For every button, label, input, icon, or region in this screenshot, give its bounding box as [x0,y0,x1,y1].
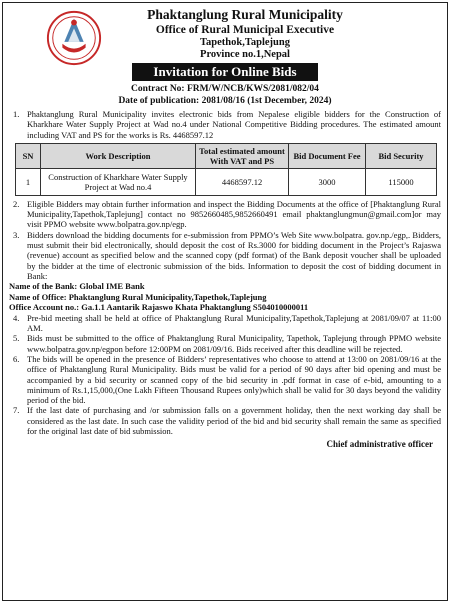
contract-number: Contract No: FRM/W/NCB/KWS/2081/082/04 [131,84,319,94]
col-work-description: Work Description [41,143,196,168]
paragraph-number: 3. [13,229,20,240]
paragraph-number: 2. [13,198,20,209]
bid-table [15,143,437,196]
col-document-fee: Bid Document Fee [289,143,366,168]
office-address: Tapethok,Taplejung [200,37,290,48]
letterhead [49,7,441,61]
paragraph-text: Pre-bid meeting shall be held at office of Phaktanglung Rural Municipality,Tapethok,Taplejung at 2081/09/07 at 11:00 AM. [27,312,441,334]
paragraph-text: Phaktanglung Rural Municipality invites electronic bids from Nepalese eligible bidders for the Construction of Kharkhare Water Supply Project at Wad no.4 under National Competitive Bidding procedures. The estimated amount including VAT and PS for the works is Rs. 4468597.12 [27,109,441,140]
province: Province no.1,Nepal [200,49,290,60]
nepal-emblem-icon [45,9,103,67]
paragraph-2 [9,199,441,230]
col-bid-security: Bid Security [366,143,437,168]
cell-work-description: Construction of Kharkhare Water Supply Project at Wad no.4 [41,168,196,195]
notice-title: Invitation for Online Bids [132,63,318,81]
signatory-title: Chief administrative officer [326,439,433,450]
paragraph-number: 6. [13,353,20,364]
paragraph-number: 5. [13,333,20,344]
bank-office-name: Name of Office: Phaktanglung Rural Municipality,Tapethok,Taplejung [9,291,267,302]
col-sn: SN [16,143,41,168]
paragraph-1 [9,109,441,140]
paragraph-6 [9,354,441,405]
paragraph-3 [9,230,441,281]
bank-account-number: Office Account no.: Ga.1.1 Aantarik Rajaswo Khata Phaktanglung S504010000011 [9,302,309,313]
paragraph-number: 7. [13,405,20,416]
col-estimated-amount: Total estimated amount With VAT and PS [196,143,289,168]
paragraph-number: 1. [13,109,20,119]
notice-page [2,2,448,601]
cell-document-fee: 3000 [289,168,366,195]
municipality-name: Phaktanglung Rural Municipality [147,7,343,22]
table-row [16,168,437,195]
paragraph-5 [9,333,441,354]
paragraph-text: If the last date of purchasing and /or submission falls on a government holiday, then the next working day shall be considered as the last date. In such case the validity period of the bid and bid security shall remain the same as specified for the original last date of bid submission. [27,405,441,437]
bank-name: Name of the Bank: Global IME Bank [9,281,145,292]
paragraph-text: Bidders download the bidding documents for e-submission from PPMO’s Web Site www.bolpatra. gov.np./egp,. Bidders, must submit their bid electronically, should deposit the cost of Rs.3000 for bidding document in the Project’s Rajaswa (revenue) account as specified below and the scanned copy (pdf format) of the Bank deposit voucher shall be uploaded by the bidder at the time of electronic submission of the bids. Information to deposit the cost of bidding document in Bank: [27,229,441,281]
paragraph-number: 4. [13,312,20,323]
paragraph-text: The bids will be opened in the presence of Bidders’ representatives who choose to attend at 13:00 on 2081/09/16 at the office of Phaktanglung Rural Municipality. Bids must be valid for a period of 90 days after bid opening and must be accompanied by a bid security or scanned copy of the bid security in .pdf format in case of e-bid, amounting to a minimum of Rs.1,15,000,(One Lakh Fifteen Thousand Rupees only)which shall be valid for 30 days beyond the validity period of the bid. [27,353,441,406]
publication-date: Date of publication: 2081/08/16 (1st December, 2024) [118,96,332,106]
paragraph-text: Eligible Bidders may obtain further information and inspect the Bidding Documents at the office of [Phaktanglung Rural Municipality,Tapethok,Taplejung] contact no 9852660485,9852660491 email phaktanglungmun@gmail.com]or may visit PPMO website www.bolpatra.gov.np/egp. [27,198,441,230]
cell-estimated-amount: 4468597.12 [196,168,289,195]
paragraph-text: Bids must be submitted to the office of Phaktanglung Rural Municipality, Tapethok, Taplejung through PPMO website www.bolpatra.gov.np/egpon before 12:00PM on 2081/09/16. Bids received after this deadline will be rejected. [27,333,441,354]
cell-sn: 1 [16,168,41,195]
cell-bid-security: 115000 [366,168,437,195]
paragraph-4 [9,313,441,334]
table-header-row [16,143,437,168]
paragraph-7 [9,405,441,436]
office-name: Office of Rural Municipal Executive [155,24,335,36]
